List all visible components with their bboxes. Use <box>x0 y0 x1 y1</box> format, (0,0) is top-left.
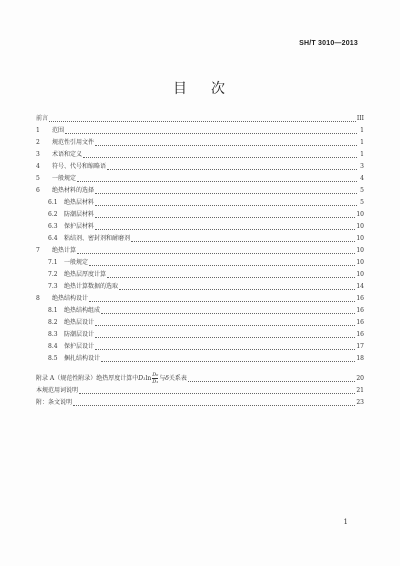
title-char-2: 次 <box>211 81 227 97</box>
document-code: SH/T 3010—2013 <box>299 40 358 47</box>
title-char-1: 目 <box>173 81 189 97</box>
toc-leader-dots <box>79 392 355 394</box>
toc-entry-label: 附：条文说明 <box>36 399 73 406</box>
toc-page-number: 16 <box>356 331 364 338</box>
toc-entry[interactable] <box>36 173 364 185</box>
toc-entry-number: 7.1 <box>48 259 58 266</box>
annex-d1: D₁ <box>138 374 146 382</box>
toc-entry[interactable] <box>36 269 364 281</box>
toc-page-number: III <box>356 115 364 122</box>
toc-leader-dots <box>77 252 355 254</box>
toc-page-number: 1 <box>360 139 364 146</box>
toc-entry-label: 保护层材料 <box>64 223 95 230</box>
toc-entry-label <box>36 372 187 385</box>
toc-entry-label: 绝热计算数据的选取 <box>64 283 119 290</box>
toc-entry-number: 6.1 <box>48 199 58 206</box>
toc-leader-dots <box>89 300 355 302</box>
toc-entry-label: 一般规定 <box>64 259 89 266</box>
toc-leader-dots <box>95 144 357 146</box>
table-of-contents <box>36 113 364 409</box>
toc-leader-dots <box>89 264 355 266</box>
toc-entry-annex-a[interactable] <box>36 365 364 385</box>
annex-fraction <box>152 372 158 385</box>
toc-entry-label: 前言 <box>36 115 49 122</box>
toc-entry[interactable] <box>36 385 364 397</box>
toc-entry[interactable] <box>36 317 364 329</box>
toc-entry[interactable] <box>36 197 364 209</box>
toc-entry[interactable] <box>36 209 364 221</box>
toc-leader-dots <box>101 360 355 362</box>
toc-entry-label: 一般规定 <box>52 175 77 182</box>
toc-page-number: 4 <box>360 175 364 182</box>
toc-leader-dots <box>188 380 355 382</box>
toc-entry-number: 8.3 <box>48 331 58 338</box>
toc-entry-number: 7.2 <box>48 271 58 278</box>
toc-page-number: 10 <box>356 271 364 278</box>
toc-page-number: 1 <box>360 127 364 134</box>
toc-page-number: 10 <box>356 223 364 230</box>
toc-entry-number: 1 <box>36 127 40 134</box>
toc-entry[interactable] <box>36 397 364 409</box>
toc-page-number: 5 <box>360 199 364 206</box>
toc-entry-number: 6 <box>36 187 40 194</box>
toc-entry-label: 绝热材料的选择 <box>52 187 95 194</box>
toc-page-number: 16 <box>356 307 364 314</box>
toc-page-number: 20 <box>356 375 364 382</box>
toc-page-number: 10 <box>356 235 364 242</box>
toc-entry[interactable] <box>36 149 364 161</box>
toc-page-number: 10 <box>356 247 364 254</box>
toc-entry-label: 绝热结构设计 <box>52 295 89 302</box>
toc-leader-dots <box>77 180 357 182</box>
toc-entry-label: 范围 <box>52 127 65 134</box>
toc-entry-label: 防潮层材料 <box>64 211 95 218</box>
toc-entry[interactable] <box>36 137 364 149</box>
toc-page-number: 21 <box>356 387 364 394</box>
page-number: 1 <box>343 518 348 526</box>
toc-entry[interactable] <box>36 161 364 173</box>
toc-entry-label: 防潮层设计 <box>64 331 95 338</box>
toc-page-number: 16 <box>356 295 364 302</box>
toc-entry[interactable] <box>36 185 364 197</box>
annex-mid: 与 <box>159 374 166 382</box>
toc-leader-dots <box>101 312 355 314</box>
annex-prefix: 附录 A（规范性附录）绝热厚度计算中 <box>36 374 139 382</box>
toc-entry-number: 3 <box>36 151 40 158</box>
toc-entry-number: 8.5 <box>48 355 58 362</box>
toc-leader-dots <box>95 204 357 206</box>
toc-leader-dots <box>49 120 356 122</box>
toc-entry-number: 8.1 <box>48 307 58 314</box>
toc-page-number: 16 <box>356 319 364 326</box>
toc-entry[interactable] <box>36 245 364 257</box>
toc-entry-number: 7.3 <box>48 283 58 290</box>
toc-leader-dots <box>95 228 355 230</box>
toc-entry-label: 本规范用词说明 <box>36 387 79 394</box>
annex-fraction-numerator: D₀ <box>152 372 159 378</box>
toc-page-number: 3 <box>360 163 364 170</box>
toc-entry-label: 粘结剂、密封剂和耐磨剂 <box>64 235 131 242</box>
annex-ln: ln <box>145 374 152 382</box>
toc-leader-dots <box>107 168 357 170</box>
toc-leader-dots <box>119 288 355 290</box>
toc-entry[interactable] <box>36 233 364 245</box>
toc-entry-label: 绝热层设计 <box>64 319 95 326</box>
toc-entry-number: 6.3 <box>48 223 58 230</box>
toc-entry[interactable] <box>36 257 364 269</box>
toc-leader-dots <box>95 348 355 350</box>
toc-entry[interactable] <box>36 341 364 353</box>
annex-delta: δ <box>165 374 169 382</box>
toc-entry[interactable] <box>36 293 364 305</box>
toc-entry-number: 8 <box>36 295 40 302</box>
toc-entry-number: 5 <box>36 175 40 182</box>
toc-page-number: 1 <box>360 151 364 158</box>
toc-entry-number: 7 <box>36 247 40 254</box>
page-title <box>0 78 400 98</box>
toc-entry-label: 规范性引用文件 <box>52 139 95 146</box>
toc-entry-number: 2 <box>36 139 40 146</box>
toc-leader-dots <box>95 192 357 194</box>
toc-entry-label: 绝热层材料 <box>64 199 95 206</box>
toc-entry-label: 绝热计算 <box>52 247 77 254</box>
toc-leader-dots <box>107 276 355 278</box>
toc-entry-number: 4 <box>36 163 40 170</box>
toc-leader-dots <box>83 156 357 158</box>
toc-entry-number: 8.4 <box>48 343 58 350</box>
toc-page-number: 18 <box>356 355 364 362</box>
toc-leader-dots <box>95 324 355 326</box>
toc-page-number: 14 <box>356 283 364 290</box>
annex-fraction-denominator: D₁ <box>152 379 159 385</box>
toc-entry-label: 术语和定义 <box>52 151 83 158</box>
toc-entry-label: 捆扎结构设计 <box>64 355 101 362</box>
toc-page-number: 10 <box>356 211 364 218</box>
toc-leader-dots <box>73 404 355 406</box>
toc-entry-label: 绝热层厚度计算 <box>64 271 107 278</box>
toc-leader-dots <box>95 216 355 218</box>
toc-entry-label: 保护层设计 <box>64 343 95 350</box>
toc-entry[interactable] <box>36 125 364 137</box>
toc-page-number: 17 <box>356 343 364 350</box>
toc-entry[interactable] <box>36 329 364 341</box>
toc-entry-number: 6.2 <box>48 211 58 218</box>
annex-suffix: 关系表 <box>168 374 187 382</box>
toc-leader-dots <box>131 240 355 242</box>
toc-entry[interactable] <box>36 281 364 293</box>
toc-entry[interactable] <box>36 221 364 233</box>
toc-entry[interactable] <box>36 353 364 365</box>
toc-page-number: 5 <box>360 187 364 194</box>
toc-entry-label: 绝热结构组成 <box>64 307 101 314</box>
toc-entry-number: 8.2 <box>48 319 58 326</box>
toc-leader-dots <box>95 336 355 338</box>
toc-page-number: 10 <box>356 259 364 266</box>
toc-entry[interactable] <box>36 113 364 125</box>
toc-entry[interactable] <box>36 305 364 317</box>
toc-entry-number: 6.4 <box>48 235 58 242</box>
toc-entry-label: 符号、代号和缩略语 <box>52 163 107 170</box>
toc-page-number: 23 <box>356 399 364 406</box>
toc-leader-dots <box>65 132 357 134</box>
